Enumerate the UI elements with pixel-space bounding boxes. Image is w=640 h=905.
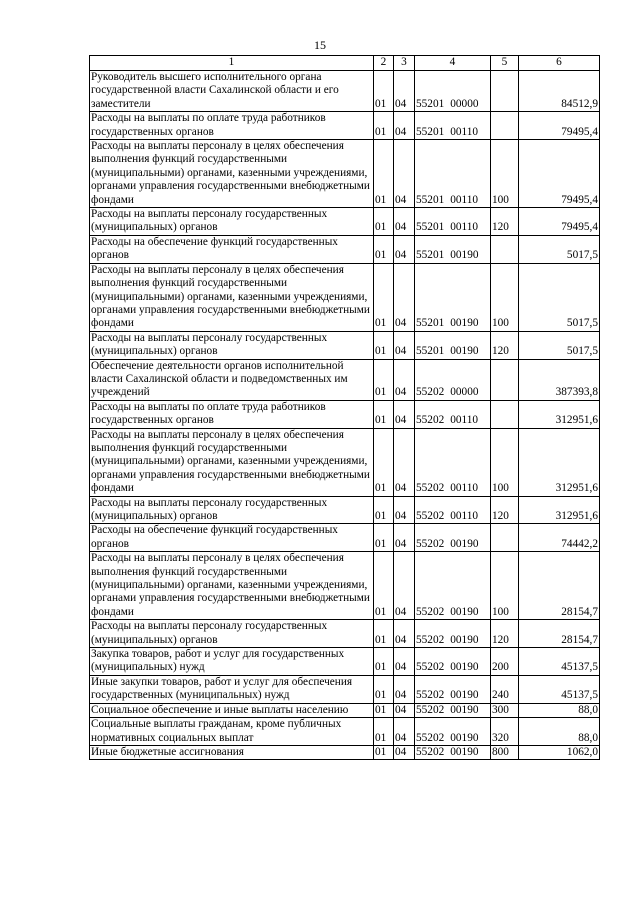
table-row [90, 359, 600, 400]
expense-type-cell: 120 [491, 496, 519, 524]
program-code: 55201 [416, 317, 445, 330]
amount-cell: 45137,5 [519, 675, 600, 703]
expense-type-cell [491, 235, 519, 263]
target-article-cell [415, 718, 491, 746]
expense-name-cell: Расходы на выплаты персоналу государственных (муниципальных) органов [90, 331, 374, 359]
expense-type-cell: 300 [491, 703, 519, 717]
expense-name-cell: Расходы на выплаты персоналу в целях обеспечения выполнения функций государственными (муниципальными) органами, казенными учреждениями, органами управления государственными внебюджетными фондами [90, 428, 374, 496]
amount-cell: 88,0 [519, 718, 600, 746]
direction-code: 00000 [450, 386, 479, 399]
header-col-5: 5 [491, 56, 519, 71]
expense-name-cell: Социальные выплаты гражданам, кроме публичных нормативных социальных выплат [90, 718, 374, 746]
target-article-cell [415, 400, 491, 428]
section-code-cell: 01 [374, 745, 394, 759]
table-row [90, 620, 600, 648]
subsection-code-cell: 04 [394, 140, 415, 208]
program-code: 55201 [416, 97, 445, 110]
table-body [90, 71, 600, 760]
section-code-cell: 01 [374, 331, 394, 359]
section-code-cell: 01 [374, 263, 394, 331]
direction-code: 00190 [450, 537, 479, 550]
subsection-code-cell: 04 [394, 331, 415, 359]
expense-name-cell: Иные бюджетные ассигнования [90, 745, 374, 759]
subsection-code-cell: 04 [394, 71, 415, 112]
table-row [90, 745, 600, 759]
expense-type-cell [491, 524, 519, 552]
expense-name-cell: Расходы на выплаты персоналу в целях обеспечения выполнения функций государственными (муниципальными) органами, казенными учреждениями, органами управления государственными внебюджетными фондами [90, 552, 374, 620]
section-code-cell: 01 [374, 496, 394, 524]
amount-cell: 1062,0 [519, 745, 600, 759]
expense-name-cell: Расходы на обеспечение функций государственных органов [90, 524, 374, 552]
target-article-cell [415, 71, 491, 112]
direction-code: 00190 [450, 661, 479, 674]
table-row [90, 703, 600, 717]
amount-cell: 28154,7 [519, 552, 600, 620]
expense-type-cell [491, 400, 519, 428]
header-col-3: 3 [394, 56, 415, 71]
program-code: 55202 [416, 661, 445, 674]
expense-type-cell: 100 [491, 263, 519, 331]
subsection-code-cell: 04 [394, 359, 415, 400]
target-article-cell [415, 428, 491, 496]
table-row [90, 675, 600, 703]
subsection-code-cell: 04 [394, 675, 415, 703]
expense-type-cell [491, 112, 519, 140]
target-article-cell [415, 235, 491, 263]
program-code: 55202 [416, 745, 445, 758]
program-code: 55202 [416, 537, 445, 550]
amount-cell: 79495,4 [519, 208, 600, 236]
subsection-code-cell: 04 [394, 112, 415, 140]
program-code: 55201 [416, 345, 445, 358]
expense-type-cell: 200 [491, 648, 519, 676]
amount-cell: 5017,5 [519, 263, 600, 331]
section-code-cell: 01 [374, 524, 394, 552]
expense-name-cell: Расходы на выплаты персоналу государственных (муниципальных) органов [90, 496, 374, 524]
subsection-code-cell: 04 [394, 524, 415, 552]
expense-name-cell: Расходы на выплаты персоналу в целях обеспечения выполнения функций государственными (муниципальными) органами, казенными учреждениями, органами управления государственными внебюджетными фондами [90, 140, 374, 208]
table-row [90, 428, 600, 496]
direction-code: 00190 [450, 605, 479, 618]
direction-code: 00110 [450, 125, 479, 138]
direction-code: 00110 [450, 414, 479, 427]
amount-cell: 79495,4 [519, 112, 600, 140]
target-article-cell [415, 208, 491, 236]
expense-type-cell: 800 [491, 745, 519, 759]
direction-code: 00110 [450, 510, 479, 522]
subsection-code-cell: 04 [394, 400, 415, 428]
expense-name-cell: Обеспечение деятельности органов исполнительной власти Сахалинской области и подведомственных им учреждений [90, 359, 374, 400]
direction-code: 00190 [450, 731, 479, 744]
direction-code: 00190 [450, 345, 479, 358]
expense-type-cell [491, 71, 519, 112]
subsection-code-cell: 04 [394, 496, 415, 524]
direction-code: 00190 [450, 633, 479, 646]
subsection-code-cell: 04 [394, 263, 415, 331]
expense-name-cell: Руководитель высшего исполнительного органа государственной власти Сахалинской области и его заместители [90, 71, 374, 112]
target-article-cell [415, 675, 491, 703]
section-code-cell: 01 [374, 400, 394, 428]
page-number: 15 [314, 38, 326, 52]
direction-code: 00000 [450, 97, 479, 110]
header-col-4: 4 [415, 56, 491, 71]
program-code: 55202 [416, 633, 445, 646]
target-article-cell [415, 331, 491, 359]
direction-code: 00190 [450, 745, 479, 758]
section-code-cell: 01 [374, 718, 394, 746]
expense-type-cell: 240 [491, 675, 519, 703]
amount-cell: 84512,9 [519, 71, 600, 112]
target-article-cell [415, 359, 491, 400]
program-code: 55202 [416, 510, 445, 522]
target-article-cell [415, 496, 491, 524]
program-code: 55202 [416, 482, 445, 495]
amount-cell: 387393,8 [519, 359, 600, 400]
expense-name-cell: Закупка товаров, работ и услуг для государственных (муниципальных) нужд [90, 648, 374, 676]
expense-name-cell: Расходы на выплаты персоналу в целях обеспечения выполнения функций государственными (муниципальными) органами, казенными учреждениями, органами управления государственными внебюджетными фондами [90, 263, 374, 331]
amount-cell: 5017,5 [519, 235, 600, 263]
table-row [90, 112, 600, 140]
expense-name-cell: Социальное обеспечение и иные выплаты населению [90, 703, 374, 717]
program-code: 55202 [416, 731, 445, 744]
expense-name-cell: Расходы на выплаты по оплате труда работников государственных органов [90, 400, 374, 428]
table-row [90, 263, 600, 331]
direction-code: 00110 [450, 482, 479, 495]
program-code: 55202 [416, 386, 445, 399]
direction-code: 00110 [450, 221, 479, 234]
amount-cell: 312951,6 [519, 400, 600, 428]
table-row [90, 496, 600, 524]
section-code-cell: 01 [374, 235, 394, 263]
subsection-code-cell: 04 [394, 620, 415, 648]
table-row [90, 208, 600, 236]
direction-code: 00190 [450, 317, 479, 330]
program-code: 55202 [416, 605, 445, 618]
section-code-cell: 01 [374, 71, 394, 112]
program-code: 55201 [416, 221, 445, 234]
table-row [90, 140, 600, 208]
section-code-cell: 01 [374, 428, 394, 496]
target-article-cell [415, 524, 491, 552]
amount-cell: 74442,2 [519, 524, 600, 552]
target-article-cell [415, 745, 491, 759]
amount-cell: 45137,5 [519, 648, 600, 676]
subsection-code-cell: 04 [394, 208, 415, 236]
expense-type-cell: 100 [491, 552, 519, 620]
table-header-row [90, 56, 600, 71]
section-code-cell: 01 [374, 359, 394, 400]
amount-cell: 28154,7 [519, 620, 600, 648]
expense-type-cell: 120 [491, 331, 519, 359]
amount-cell: 79495,4 [519, 140, 600, 208]
target-article-cell [415, 648, 491, 676]
section-code-cell: 01 [374, 648, 394, 676]
direction-code: 00110 [450, 193, 479, 206]
direction-code: 00190 [450, 689, 479, 702]
section-code-cell: 01 [374, 703, 394, 717]
amount-cell: 5017,5 [519, 331, 600, 359]
header-col-1: 1 [90, 56, 374, 71]
subsection-code-cell: 04 [394, 745, 415, 759]
table-row [90, 524, 600, 552]
expense-type-cell: 100 [491, 140, 519, 208]
budget-table [89, 55, 600, 760]
program-code: 55201 [416, 193, 445, 206]
program-code: 55202 [416, 703, 445, 716]
target-article-cell [415, 620, 491, 648]
section-code-cell: 01 [374, 552, 394, 620]
expense-type-cell [491, 359, 519, 400]
table-row [90, 718, 600, 746]
table-row [90, 235, 600, 263]
table-row [90, 71, 600, 112]
section-code-cell: 01 [374, 208, 394, 236]
expense-name-cell: Расходы на выплаты персоналу государственных (муниципальных) органов [90, 620, 374, 648]
target-article-cell [415, 112, 491, 140]
subsection-code-cell: 04 [394, 428, 415, 496]
subsection-code-cell: 04 [394, 235, 415, 263]
header-col-2: 2 [374, 56, 394, 71]
section-code-cell: 01 [374, 675, 394, 703]
section-code-cell: 01 [374, 140, 394, 208]
subsection-code-cell: 04 [394, 552, 415, 620]
program-code: 55202 [416, 414, 445, 427]
target-article-cell [415, 263, 491, 331]
table-row [90, 400, 600, 428]
target-article-cell [415, 703, 491, 717]
header-col-6: 6 [519, 56, 600, 71]
section-code-cell: 01 [374, 112, 394, 140]
expense-type-cell: 100 [491, 428, 519, 496]
program-code: 55201 [416, 249, 445, 262]
table-row [90, 552, 600, 620]
program-code: 55201 [416, 125, 445, 138]
amount-cell: 312951,6 [519, 428, 600, 496]
expense-name-cell: Расходы на обеспечение функций государственных органов [90, 235, 374, 263]
target-article-cell [415, 140, 491, 208]
table-row [90, 331, 600, 359]
subsection-code-cell: 04 [394, 648, 415, 676]
section-code-cell: 01 [374, 620, 394, 648]
expense-name-cell: Иные закупки товаров, работ и услуг для обеспечения государственных (муниципальных) нужд [90, 675, 374, 703]
amount-cell: 312951,6 [519, 496, 600, 524]
target-article-cell [415, 552, 491, 620]
expense-type-cell: 120 [491, 620, 519, 648]
expense-type-cell: 120 [491, 208, 519, 236]
table-row [90, 648, 600, 676]
subsection-code-cell: 04 [394, 718, 415, 746]
expense-type-cell: 320 [491, 718, 519, 746]
program-code: 55202 [416, 689, 445, 702]
subsection-code-cell: 04 [394, 703, 415, 717]
amount-cell: 88,0 [519, 703, 600, 717]
expense-name-cell: Расходы на выплаты персоналу государственных (муниципальных) органов [90, 208, 374, 236]
direction-code: 00190 [450, 703, 479, 716]
direction-code: 00190 [450, 249, 479, 262]
expense-name-cell: Расходы на выплаты по оплате труда работников государственных органов [90, 112, 374, 140]
